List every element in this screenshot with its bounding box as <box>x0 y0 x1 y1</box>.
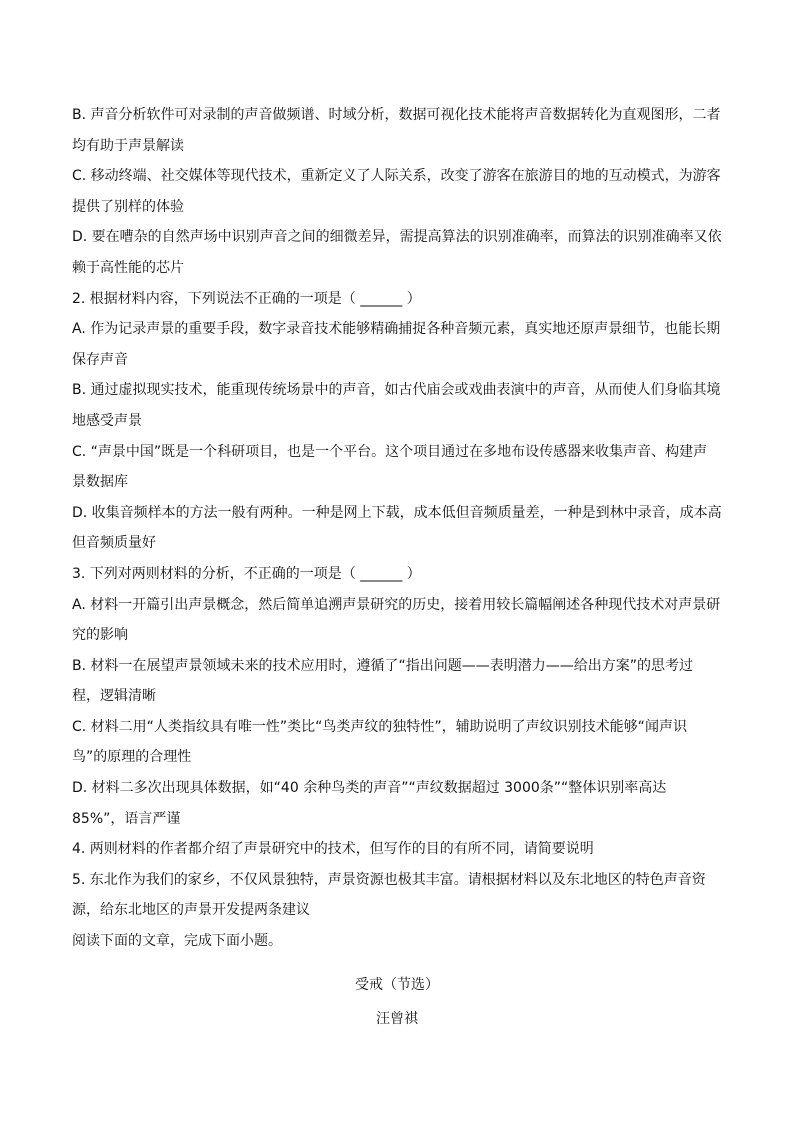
reading-instruction: 阅读下面的文章，完成下面小题。 <box>72 933 282 950</box>
question-4: 4. 两则材料的作者都介绍了声景研究中的技术，但写作的目的有所不同，请简要说明 <box>72 841 594 858</box>
q2-option-b-line-2: 地感受声景 <box>72 412 142 429</box>
q2-option-d-line-1: D. 收集音频样本的方法一般有两种。一种是网上下载，成本低但音频质量差，一种是到林中录音，成本高 <box>72 504 722 521</box>
q2-option-d-line-2: 但音频质量好 <box>72 535 156 552</box>
question-5-line-1: 5. 东北作为我们的家乡，不仅风景独特，声景资源也极其丰富。请根据材料以及东北地区的特色声音资 <box>72 871 706 888</box>
q2-option-c-line-1: C. “声景中国”既是一个科研项目，也是一个平台。这个项目通过在多地布设传感器来收集声音、构建声 <box>72 443 708 460</box>
q3-option-a-line-2: 究的影响 <box>72 627 128 644</box>
question-3: 3. 下列对两则材料的分析，不正确的一项是（ ______ ） <box>72 565 421 582</box>
article-author: 汪曾祺 <box>376 1011 418 1027</box>
q3-option-d-line-1: D. 材料二多次出现具体数据，如“40 余种鸟类的声音”“声纹数据超过 3000条”“整体识别率高达 <box>72 780 667 797</box>
q3-option-c-line-1: C. 材料二用“人类指纹具有唯一性”类比“鸟类声纹的独特性”，辅助说明了声纹识别技术能够“闻声识 <box>72 718 687 735</box>
q3-option-a-line-1: A. 材料一开篇引出声景概念，然后简单追溯声景研究的历史，接着用较长篇幅阐述各种现代技术对声景研 <box>72 596 721 613</box>
q3-option-d-line-2: 85%”，语言严谨 <box>72 810 181 827</box>
q3-option-b-line-2: 程，逻辑清晰 <box>72 688 156 705</box>
q2-option-a-line-2: 保存声音 <box>72 351 128 368</box>
option-c-line-1: C. 移动终端、社交媒体等现代技术，重新定义了人际关系，改变了游客在旅游目的地的互动模式，为游客 <box>72 168 721 185</box>
article-title: 受戒（节选） <box>355 977 439 993</box>
option-d-line-2: 赖于高性能的芯片 <box>72 259 184 276</box>
document-body <box>72 100 722 957</box>
q2-option-b-line-1: B. 通过虚拟现实技术，能重现传统场景中的声音，如古代庙会或戏曲表演中的声音，从而使人们身临其境 <box>72 382 721 399</box>
q3-option-b-line-1: B. 材料一在展望声景领域未来的技术应用时，遵循了“指出问题——表明潜力——给出方案”的思考过 <box>72 657 694 674</box>
q2-option-c-line-2: 景数据库 <box>72 474 128 491</box>
option-d-line-1: D. 要在嘈杂的自然声场中识别声音之间的细微差异，需提高算法的识别准确率，而算法的识别准确率又依 <box>72 229 722 246</box>
q2-option-a-line-1: A. 作为记录声景的重要手段，数字录音技术能够精确捕捉各种音频元素，真实地还原声景细节，也能长期 <box>72 321 721 338</box>
question-5-line-2: 源，给东北地区的声景开发提两条建议 <box>72 902 310 919</box>
option-b-line-2: 均有助于声景解读 <box>72 137 184 154</box>
option-c-line-2: 提供了别样的体验 <box>72 198 184 215</box>
option-b-line-1: B. 声音分析软件可对录制的声音做频谱、时域分析，数据可视化技术能将声音数据转化为直观图形，二者 <box>72 107 721 123</box>
q3-option-c-line-2: 鸟”的原理的合理性 <box>72 749 192 766</box>
question-2: 2. 根据材料内容，下列说法不正确的一项是（ ______ ） <box>72 290 421 307</box>
